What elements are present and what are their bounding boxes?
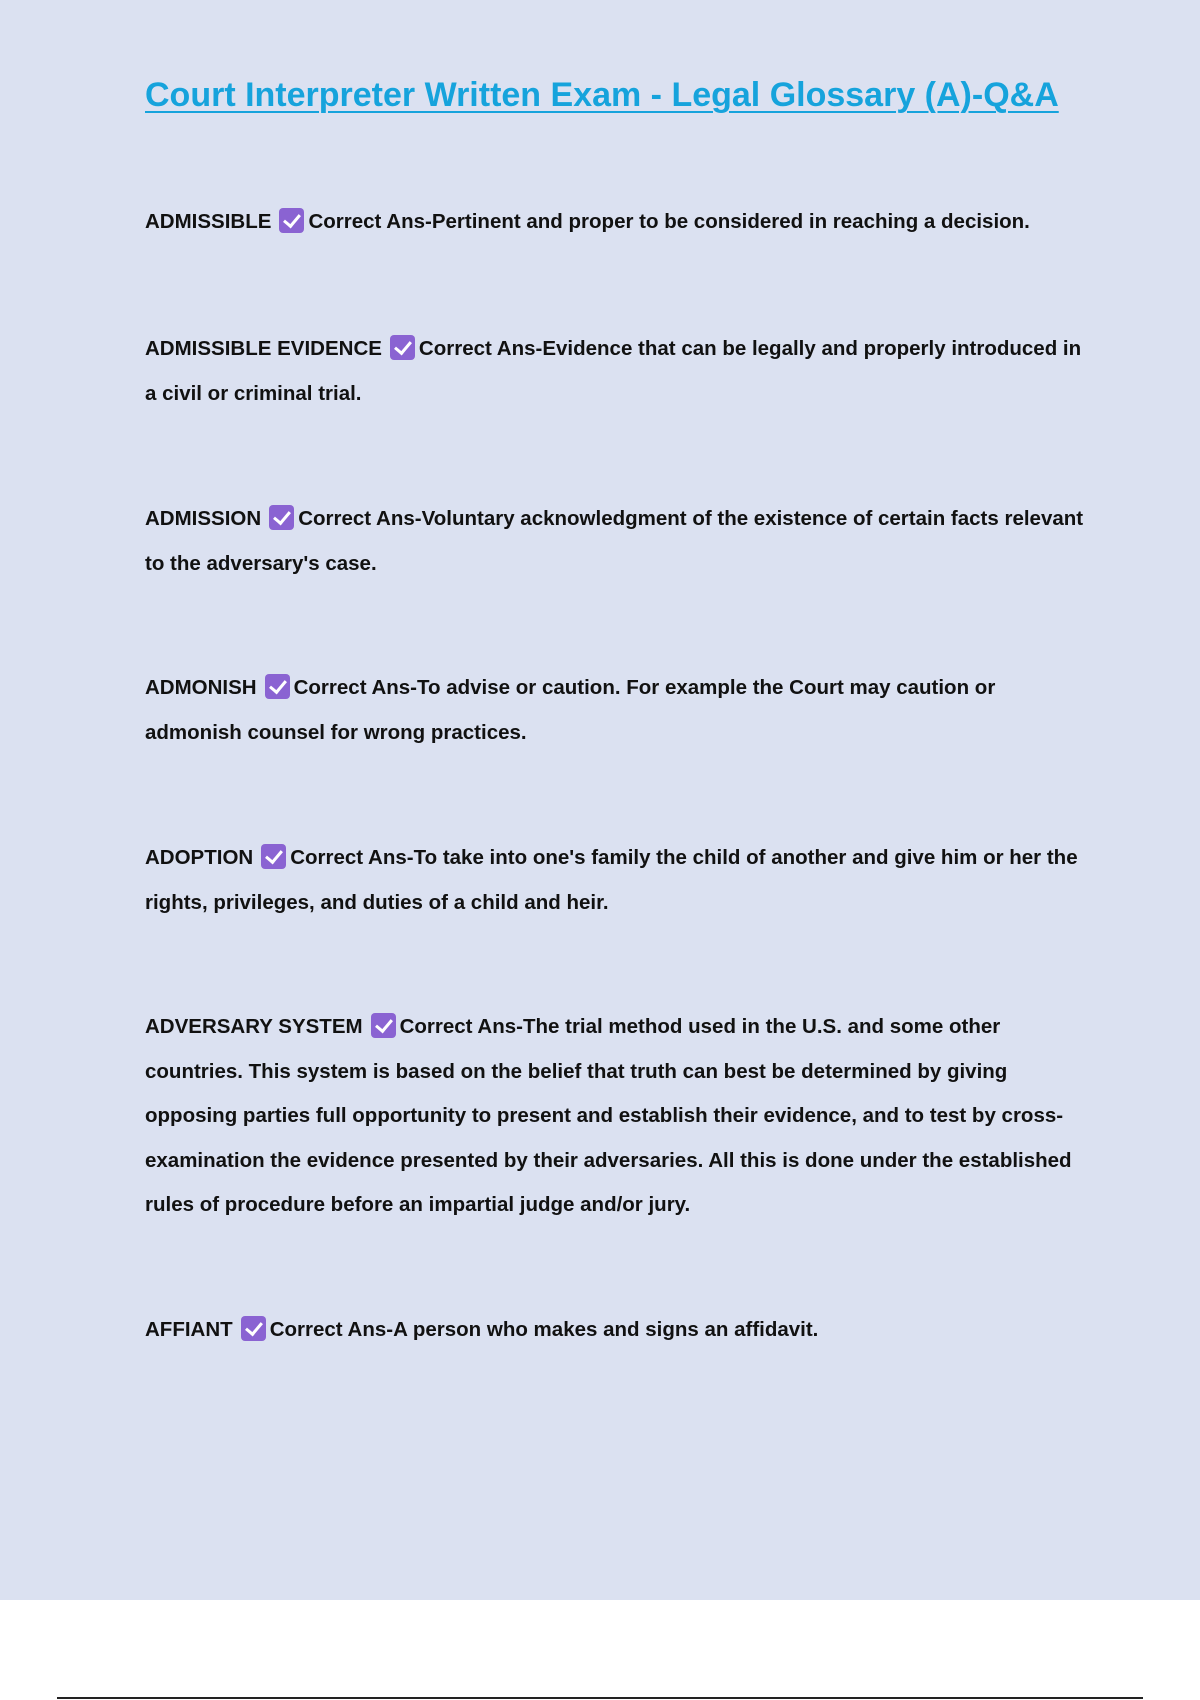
check-box-icon xyxy=(241,1316,266,1341)
answer-prefix: Correct Ans- xyxy=(290,846,414,869)
answer-prefix: Correct Ans- xyxy=(399,1015,523,1038)
entry-answer: Pertinent and proper to be considered in reaching a decision. xyxy=(431,210,1030,233)
answer-prefix: Correct Ans- xyxy=(308,210,432,233)
answer-prefix: Correct Ans- xyxy=(269,1318,394,1341)
glossary-entry-affiant xyxy=(145,1308,1095,1353)
glossary-entry-admission xyxy=(145,497,1095,586)
glossary-entry-admissible xyxy=(145,200,1095,245)
check-box-icon xyxy=(265,674,290,699)
entry-answer: A person who makes and signs an affidavit. xyxy=(393,1318,819,1341)
check-box-icon xyxy=(261,844,286,869)
entry-answer: To take into one's family the child of another and give him or her the rights, privileges, and duties of a child and heir. xyxy=(145,846,1078,914)
answer-prefix: Correct Ans- xyxy=(293,676,418,699)
entry-answer: Voluntary acknowledgment of the existence of certain facts relevant to the adversary's case. xyxy=(145,507,1084,575)
entry-term: ADOPTION xyxy=(145,846,254,869)
document-content xyxy=(145,70,1095,1341)
glossary-entry-adversary-system xyxy=(145,1005,1095,1228)
glossary-entry-admonish xyxy=(145,666,1095,755)
entry-term: ADVERSARY SYSTEM xyxy=(145,1015,363,1038)
check-box-icon xyxy=(269,505,294,530)
footer-divider xyxy=(57,1697,1143,1699)
check-box-icon xyxy=(390,335,415,360)
answer-prefix: Correct Ans- xyxy=(418,337,543,360)
check-box-icon xyxy=(279,208,304,233)
entry-term: ADMISSIBLE EVIDENCE xyxy=(145,337,382,360)
glossary-entry-adoption xyxy=(145,836,1095,925)
entry-term: AFFIANT xyxy=(145,1318,233,1341)
entry-term: ADMISSIBLE xyxy=(145,210,272,233)
page-title: Court Interpreter Written Exam - Legal Glossary (A)-Q&A xyxy=(145,76,1059,114)
entry-answer: The trial method used in the U.S. and some other countries. This system is based on the belief that truth can best be determined by giving opposing parties full opportunity to present and establish their evidence, and to test by cross-examination the evidence presented by their adversaries. All this is done under the established rules of procedure before an impartial judge and/or jury. xyxy=(145,1015,1072,1216)
entry-term: ADMISSION xyxy=(145,507,262,530)
entry-term: ADMONISH xyxy=(145,676,257,699)
glossary-entry-admissible-evidence xyxy=(145,327,1095,416)
entry-answer: To advise or caution. For example the Court may caution or admonish counsel for wrong practices. xyxy=(145,676,996,744)
check-box-icon xyxy=(371,1013,396,1038)
entry-answer: Evidence that can be legally and properly introduced in a civil or criminal trial. xyxy=(145,337,1082,405)
answer-prefix: Correct Ans- xyxy=(298,507,422,530)
